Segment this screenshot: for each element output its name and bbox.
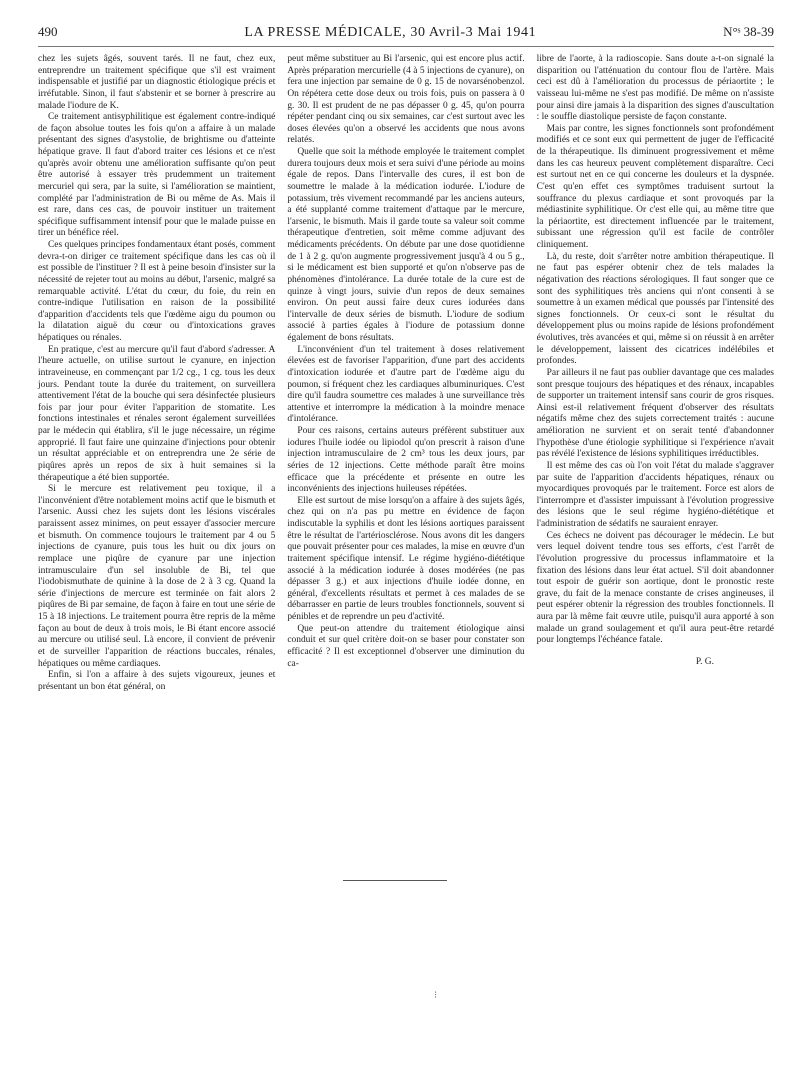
paragraph: Ces échecs ne doivent pas décourager le médecin. Le but vers lequel doivent tendre tous ses efforts, c'est l'arrêt de l'évolution progressive du processus inflammatoire et la fixation des lésions dans leur état actuel. S'il doit abandonner tout espoir de guérir son aortique, dont le pronostic reste grave, du fait de la menace constante de crises angineuses, il peut espérer obtenir la régression des troubles fonctionnels. Il aura par là même fait œuvre utile, puisqu'il aura apporté à son malade un grand soulagement et qu'il aura peut-être retardé pour longtemps l'échéance fatale. [536, 530, 774, 646]
paragraph: L'inconvénient d'un tel traitement à doses relativement élevées est de favoriser l'apparition, d'une part des accidents d'intoxication iodurée et d'autre part de l'œdème aigu du poumon, si fréquent chez les cardiaques albuminuriques. C'est dire qu'il faudra soumettre ces malades à une surveillance très attentive et interrompre la médication à la moindre menace d'intolérance. [287, 344, 525, 425]
paragraph: Enfin, si l'on a affaire à des sujets vigoureux, jeunes et présentant un bon état général, on [38, 670, 276, 692]
paragraph: Ce traitement antisyphilitique est également contre-indiqué de façon absolue toutes les fois qu'on a affaire à un malade présentant des signes d'asystolie, de brightisme ou d'atteinte hépatique grave. Il faut d'abord traiter ces lésions et ce n'est qu'après avoir obtenu une amélioration suffisante qu'on peut être autorisé à essayer très prudemment un traitement mercuriel qui sera, par la suite, si l'amélioration se maintient, complété par l'administration de Bi ou même de As. Mais il est rare, dans ces cas, de pouvoir instituer un traitement spécifique suffisamment intensif pour que le malade puisse en tirer un bénéfice réel. [38, 112, 276, 239]
paragraph: Quelle que soit la méthode employée le traitement complet durera toujours deux mois et sera suivi d'une période au moins égale de repos. Dans l'intervalle des cures, il est bon de soumettre le malade à la médication iodurée. L'iodure de potassium, très vivement recommandé par les anciens auteurs, a été supplanté comme traitement d'attaque par le mercure, l'arsenic, le bismuth. Mais il garde toute sa valeur soit comme thérapeutique d'entretien, soit même comme adjuvant des médicaments précédents. On débute par une dose quotidienne de 1 à 2 g. qu'on augmente progressivement jusqu'à 4 ou 5 g., si le médicament est bien supporté et qu'on n'observe pas de phénomènes d'intolérance. La durée totale de la cure est de quinze à vingt jours, suivie d'un repos de deux semaines environ. On peut aussi faire deux cures iodurées dans l'intervalle de deux séries de bismuth. L'iodure de sodium associé à parties égales à l'iodure de potassium donne également de bons résultats. [287, 147, 525, 343]
paragraph: chez les sujets âgés, souvent tarés. Il ne faut, chez eux, entreprendre un traitement spécifique que s'il est vraiment indispensable et justifié par un diagnostic étiologique précis et irréfutable. Sinon, il faut s'abstenir et se borner à prescrire au malade l'iodure de K. [38, 54, 276, 111]
paragraph: Mais par contre, les signes fonctionnels sont profondément modifiés et ce sont eux qui permettent de juger de l'efficacité de la thérapeutique. Ils diminuent progressivement et même dans les cas heureux peuvent complètement disparaître. Ceci est surtout net en ce qui concerne les douleurs et la dyspnée. C'est qu'en effet ces symptômes traduisent surtout la souffrance du plexus cardiaque et sont provoqués par la médiastinite syphilitique. Or c'est elle qui, au même titre que la périaortite, est directement influencée par le traitement, subissant une régression qu'il est facile de contrôler cliniquement. [536, 123, 774, 250]
paragraph: Ces quelques principes fondamentaux étant posés, comment devra-t-on diriger ce traitement spécifique dans les cas où il est possible de l'instituer ? Il est à peine besoin d'insister sur la nécessité de rejeter tout au moins au début, l'arsenic, malgré sa remarquable activité. L'état du cœur, du foie, du rein en contre-indique l'utilisation en raison de la possibilité d'apparition d'accidents tels que l'œdème aigu du poumon ou la dilatation aiguë du cœur ou d'intoxications graves hépatiques ou rénales. [38, 240, 276, 343]
page-number: 490 [38, 24, 58, 39]
paragraph: En pratique, c'est au mercure qu'il faut d'abord s'adresser. A l'heure actuelle, on utilise surtout le cyanure, en injection intraveineuse, en commençant par 1/2 cg., 1 cg. tous les deux jours. Pendant toute la durée du traitement, on surveillera attentivement l'état de la bouche qui sera désinfectée plusieurs fois par jour pour éviter l'apparition de stomatite. Les fonctions intestinales et rénales seront également surveillées par le médecin qui établira, s'il le juge nécessaire, un régime approprié. Il faut faire une quinzaine d'injections pour obtenir un résultat appréciable et on entreprendra une 2e série de piqûres après un repos de six à huit semaines si la thérapeutique a été bien supportée. [38, 344, 276, 483]
paragraph: Là, du reste, doit s'arrêter notre ambition thérapeutique. Il ne faut pas espérer obtenir chez de tels malades la négativation des réactions sérologiques. Il faut songer que ce sont des syphilitiques très anciens qui n'ont consenti à se soumettre à un examen médical que poussés par l'intensité des signes fonctionnels. Or ceux-ci sont le résultat du développement plus ou moins rapide de lésions profondément évolutives, très avancées et qui, même si on réussit à en arrêter le développement, laissent des cicatrices indélébiles et profondes. [536, 251, 774, 367]
issue-number: N°ˢ 38-39 [723, 24, 774, 39]
paragraph: Par ailleurs il ne faut pas oublier davantage que ces malades sont presque toujours des hépatiques et des rénaux, incapables de supporter un traitement intensif sans courir de gros risques. Ainsi est-il relativement fréquent d'observer des résultats négatifs même chez des sujets correctement traités : aucune amélioration ne survient et on serait tenté d'abandonner l'hypothèse d'une étiologie syphilitique si l'expérience n'avait pas révélé l'existence de lésions syphilitiques irréductibles. [536, 367, 774, 460]
paragraph: Elle est surtout de mise lorsqu'on a affaire à des sujets âgés, chez qui on n'a pas pu mettre en évidence de façon indiscutable la syphilis et dont les lésions aortiques paraissent être le résultat de l'artériosclérose. Nous avons dit les dangers que pouvait présenter pour ces malades, la mise en œuvre d'un traitement spécifique intensif. Le régime hygiéno-diététique associé à la médication iodurée à doses modérées (ne pas dépasser 3 g.) et aux injections d'huile iodée donne, en général, d'excellents résultats et permet à ces malades de se débarrasser en partie de leurs troubles fonctionnels, souvent si pénibles et de reprendre un peu d'activité. [287, 495, 525, 622]
paragraph: Pour ces raisons, certains auteurs préfèrent substituer aux iodures l'huile iodée ou lipiodol qu'on prescrit à raison d'une injection intramusculaire de 2 cm³ tous les deux jours, par séries de 12 injections. Cette méthode paraît être moins efficace que la précédente et présente en outre les inconvénients des injections huileuses répétées. [287, 426, 525, 495]
column-right [537, 54, 774, 693]
paragraph: Il est même des cas où l'on voit l'état du malade s'aggraver par suite de l'apparition d'accidents hépatiques, rénaux ou myocardiques provoqués par le traitement. Force est alors de l'interrompre et d'assister impuissant à l'évolution progressive des lésions que le seul régime hygiéno-diététique et l'administration de sédatifs ne sauraient enrayer. [536, 460, 774, 529]
paragraph: Si le mercure est relativement peu toxique, il a l'inconvénient d'être notablement moins actif que le bismuth et l'arsenic. Aussi chez les sujets dont les lésions viscérales paraissent assez minimes, on peut essayer d'associer mercure et bismuth. On commence toujours le traitement par 4 ou 5 injections de cyanure, puis tous les huit ou dix jours on remplace une piqûre de cyanure par une injection intramusculaire d'un sel insoluble de Bi, tel que l'iodobismuthate de quinine à la dose de 2 à 3 cg. Quand la série d'injections de mercure est terminée on fait alors 2 piqûres de Bi par semaine, de façon à faire en tout une série de 15 à 18 injections. Le traitement pourra être repris de la même façon au bout de deux à trois mois, le Bi étant encore associé au mercure ou utilisé seul. Là encore, il convient de prévenir et de surveiller l'apparition de réactions buccales, rénales, hépatiques ou même cardiaques. [38, 484, 276, 669]
printer-mark: ⁝ [434, 990, 438, 1001]
paragraph: libre de l'aorte, à la radioscopie. Sans doute a-t-on signalé la disparition ou l'atténuation du contour flou de l'artère. Mais ceci est dû à l'amélioration du processus de périaortite ; le vaisseau lui-même ne s'est pas modifié. De même on n'assiste pour ainsi dire jamais à la disparition des signes d'auscultation : le souffle diastolique persiste de façon constante. [536, 54, 774, 123]
paragraph: Que peut-on attendre du traitement étiologique ainsi conduit et sur quel critère doit-on se baser pour constater son efficacité ? Il est exceptionnel d'observer une diminution du ca- [287, 623, 525, 669]
column-left [38, 54, 275, 693]
article-body [38, 54, 774, 693]
journal-title: LA PRESSE MÉDICALE, 30 Avril-3 Mai 1941 [244, 25, 537, 40]
page-header [38, 24, 774, 47]
column-middle [287, 54, 524, 693]
paragraph: peut même substituer au Bi l'arsenic, qui est encore plus actif. Après préparation mercurielle (4 à 5 injections de cyanure), on fera une injection par semaine de 0 g. 15 de novarsénobenzol. On répétera cette dose deux ou trois fois, puis on passera à 0 g. 30. Il est prudent de ne pas dépasser 0 g. 45, qu'on pourra répéter pendant cinq ou six semaines, car c'est surtout avec les doses élevées qu'on a observé les accidents que nous avons relatés. [287, 54, 525, 146]
end-rule [343, 880, 447, 881]
author-signature: P. G. [695, 656, 714, 667]
